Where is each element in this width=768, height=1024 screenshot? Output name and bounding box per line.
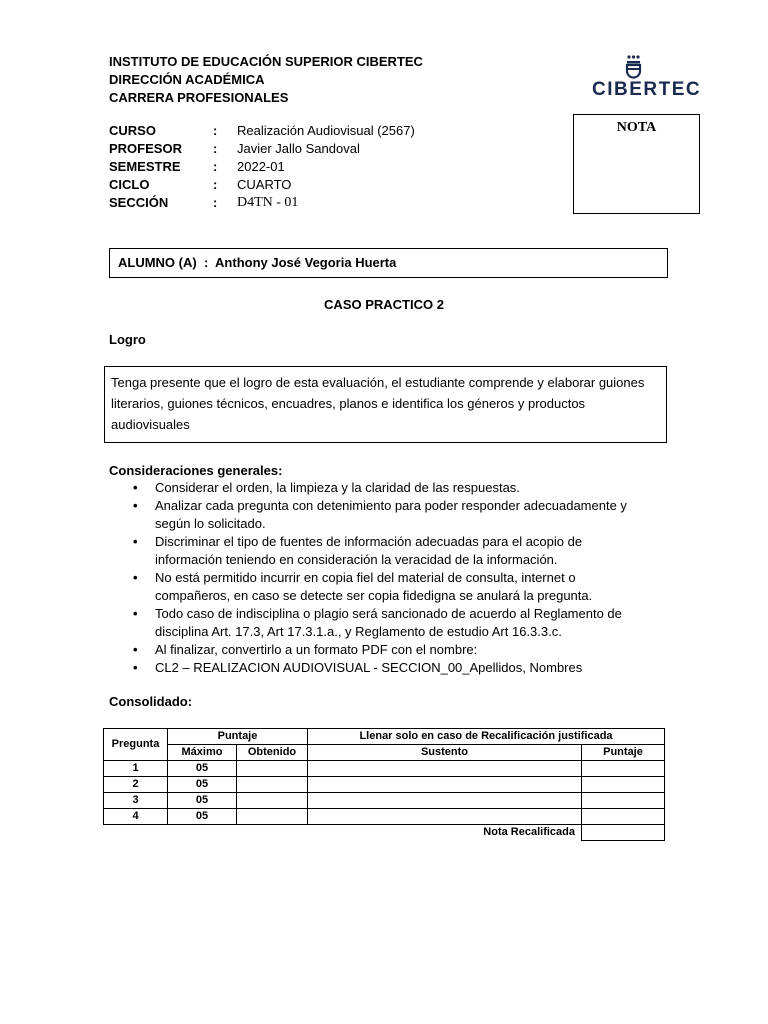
header-maximo: Máximo — [168, 745, 237, 761]
nota-recalificada-label: Nota Recalificada — [483, 826, 575, 839]
table-row — [104, 761, 665, 777]
bullet-icon: • — [133, 480, 138, 495]
list-item: • Todo caso de indisciplina o plagio será sancionado de acuerdo al Reglamento de disciplina Art. 17.3, Art 17.3.1.a., y Reglamento de estudio Art 16.3.3.c. — [133, 606, 622, 639]
student-label: ALUMNO (A) — [118, 255, 197, 270]
info-key: CICLO — [109, 177, 150, 192]
list-item: • No está permitido incurrir en copia fiel del material de consulta, internet o compañeros, en caso se detecte ser copia fidedigna se anulará la pregunta. — [133, 570, 593, 603]
considerations-section — [109, 462, 649, 677]
cell-puntaje[interactable] — [582, 809, 665, 825]
bullet-icon: • — [133, 534, 138, 549]
bullet-icon: • — [133, 606, 138, 621]
header-puntaje: Puntaje — [168, 729, 308, 745]
header-recalificacion: Llenar solo en caso de Recalificación justificada — [308, 729, 665, 745]
nota-label: NOTA — [616, 120, 657, 135]
info-value: CUARTO — [237, 177, 292, 192]
bullet-icon: • — [133, 660, 138, 675]
considerations-list — [109, 479, 649, 677]
list-item: • Discriminar el tipo de fuentes de información adecuadas para el acopio de información teniendo en consideración la veracidad de la información. — [133, 534, 583, 567]
info-sep: : — [213, 141, 218, 156]
header-obtenido: Obtenido — [237, 745, 308, 761]
table-row — [104, 793, 665, 809]
table-row — [104, 809, 665, 825]
nota-recalificada-row — [104, 825, 665, 841]
list-item: • CL2 – REALIZACION AUDIOVISUAL - SECCION_00_Apellidos, Nombres — [133, 660, 583, 675]
cell-obtenido[interactable] — [237, 777, 308, 793]
info-key: PROFESOR — [109, 141, 182, 156]
cell-pregunta: 4 — [104, 809, 168, 825]
cell-maximo: 05 — [168, 761, 237, 777]
list-item: • Considerar el orden, la limpieza y la claridad de las respuestas. — [133, 480, 520, 495]
header-pregunta: Pregunta — [104, 729, 168, 761]
cell-obtenido[interactable] — [237, 761, 308, 777]
consolidado-label: Consolidado: — [109, 694, 193, 709]
bullet-icon: • — [133, 642, 138, 657]
shield-icon — [590, 54, 690, 80]
header-puntaje-recalif: Puntaje — [582, 745, 665, 761]
cell-sustento[interactable] — [308, 761, 582, 777]
list-item: • Al finalizar, convertirlo a un formato PDF con el nombre: — [133, 642, 478, 657]
cell-pregunta: 2 — [104, 777, 168, 793]
cell-maximo: 05 — [168, 793, 237, 809]
info-key: CURSO — [109, 123, 156, 138]
cell-puntaje[interactable] — [582, 777, 665, 793]
info-sep: : — [213, 177, 218, 192]
institution-name: INSTITUTO DE EDUCACIÓN SUPERIOR CIBERTEC — [109, 54, 423, 69]
cell-obtenido[interactable] — [237, 793, 308, 809]
nota-box[interactable] — [573, 114, 700, 214]
header-sustento: Sustento — [308, 745, 582, 761]
nota-recalificada-cell[interactable] — [582, 825, 665, 841]
list-item: • Analizar cada pregunta con detenimiento para poder responder adecuadamente y según lo solicitado. — [133, 498, 627, 531]
student-sep: : — [203, 255, 209, 270]
logro-label: Logro — [109, 332, 146, 347]
info-value: Javier Jallo Sandoval — [237, 141, 360, 156]
bullet-icon: • — [133, 570, 138, 585]
considerations-title: Consideraciones generales: — [109, 463, 283, 478]
info-value: D4TN - 01 — [237, 195, 299, 210]
cell-maximo: 05 — [168, 809, 237, 825]
cell-puntaje[interactable] — [582, 793, 665, 809]
info-value: 2022-01 — [237, 159, 285, 174]
logro-text: Tenga presente que el logro de esta evaluación, el estudiante comprende y elaborar guiones literarios, guiones técnicos, encuadres, planos e identifica los géneros y productos audiovisuales — [111, 375, 645, 432]
grades-table — [103, 728, 665, 841]
cell-sustento[interactable] — [308, 809, 582, 825]
cell-sustento[interactable] — [308, 777, 582, 793]
info-sep: : — [213, 159, 218, 174]
cell-pregunta: 3 — [104, 793, 168, 809]
career-name: CARRERA PROFESIONALES — [109, 90, 289, 105]
info-key: SEMESTRE — [109, 159, 181, 174]
student-box — [109, 248, 668, 278]
cell-puntaje[interactable] — [582, 761, 665, 777]
cell-sustento[interactable] — [308, 793, 582, 809]
cell-maximo: 05 — [168, 777, 237, 793]
info-value: Realización Audiovisual (2567) — [237, 123, 415, 138]
department-name: DIRECCIÓN ACADÉMICA — [109, 72, 265, 87]
table-row — [104, 777, 665, 793]
institution-header — [109, 53, 423, 107]
bullet-icon: • — [133, 498, 138, 513]
info-sep: : — [213, 123, 218, 138]
logro-box — [104, 366, 667, 443]
logo-text: CIBERTEC — [592, 79, 702, 100]
info-sep: : — [213, 195, 218, 210]
student-name: Anthony José Vegoria Huerta — [215, 255, 397, 270]
info-key: SECCIÓN — [109, 195, 169, 210]
cibertec-logo — [590, 54, 702, 104]
page-title: CASO PRACTICO 2 — [324, 297, 444, 312]
cell-pregunta: 1 — [104, 761, 168, 777]
cell-obtenido[interactable] — [237, 809, 308, 825]
